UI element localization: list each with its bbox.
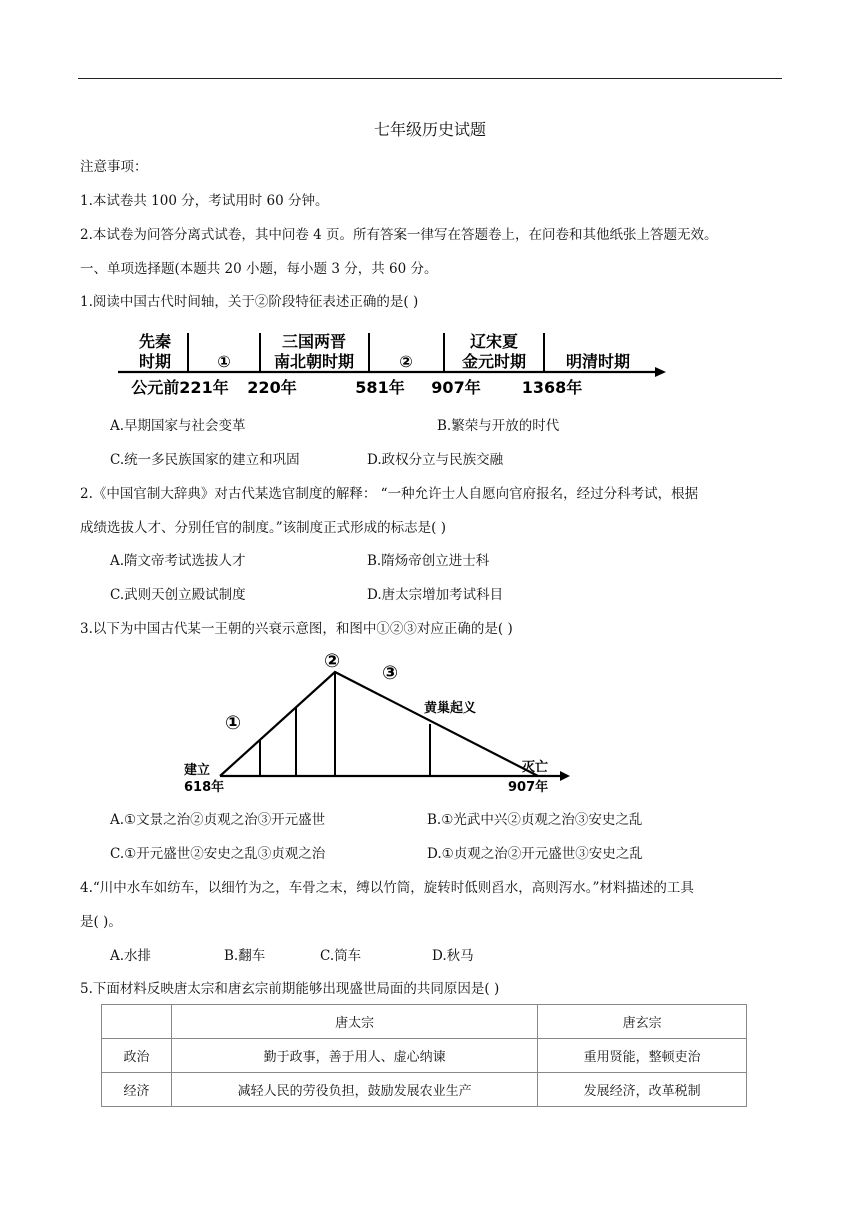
q3-option-d: D.①贞观之治②开元盛世③安史之乱: [427, 846, 643, 862]
q1-option-c: C.统一多民族国家的建立和巩固: [110, 452, 300, 468]
table-cell: 重用贤能，整顿吏治: [538, 1039, 747, 1073]
notice-item-1: 1.本试卷共 100 分，考试用时 60 分钟。: [80, 193, 329, 209]
q2-option-c: C.武则天创立殿试制度: [110, 587, 246, 603]
period-label: 先秦: [138, 332, 172, 351]
q3-stem: 3.以下为中国古代某一王朝的兴衰示意图，和图中①②③对应正确的是( ): [80, 621, 513, 637]
table-header-row: [102, 1005, 747, 1039]
end-label: 灭亡: [522, 760, 549, 775]
q2-stem-line2: 成绩选拔人才、分别任官的制度。”该制度正式形成的标志是( ): [80, 520, 446, 536]
q4-stem-line2: 是( )。: [80, 914, 122, 930]
timeline-arrowhead: [655, 367, 666, 377]
table-cell: 政治: [102, 1039, 172, 1073]
section-heading: 一、单项选择题(本题共 20 小题，每小题 3 分，共 60 分。: [80, 261, 438, 277]
notice-item-2: 2.本试卷为问答分离式试卷，其中问卷 4 页。所有答案一律写在答题卷上，在问卷和其他纸张上答题无效。: [80, 227, 718, 243]
period-label: 明清时期: [565, 352, 631, 371]
header-rule: [78, 78, 782, 79]
q1-timeline: [110, 325, 670, 400]
q3-option-a: A.①文景之治②贞观之治③开元盛世: [110, 812, 326, 828]
q1-stem: 1.阅读中国古代时间轴，关于②阶段特征表述正确的是( ): [80, 294, 419, 310]
table-header-cell: 唐太宗: [171, 1005, 537, 1039]
table-header-cell: 唐玄宗: [538, 1005, 747, 1039]
year-label: 907年: [431, 378, 481, 397]
q1-option-a: A.早期国家与社会变革: [110, 418, 246, 434]
table-cell: 发展经济，改革税制: [538, 1073, 747, 1107]
q4-stem-line1: 4.“川中水车如纺车，以细竹为之，车骨之末，缚以竹筒，旋转时低则舀水，高则泻水。”材料描述的工具: [80, 880, 694, 896]
mark-1: ①: [225, 712, 242, 734]
mark-2: ②: [324, 650, 341, 672]
mark-3: ③: [382, 662, 399, 684]
table-header-cell: [102, 1005, 172, 1039]
year-label: 220年: [247, 378, 297, 397]
table-cell: 经济: [102, 1073, 172, 1107]
q4-option-a: A.水排: [110, 948, 152, 964]
q4-option-b: B.翻车: [224, 948, 266, 964]
q2-option-d: D.唐太宗增加考试科目: [367, 587, 504, 603]
q2-stem-line1: 2.《中国官制大辞典》对古代某选官制度的解释： “一种允许士人自愿向官府报名，经过分科考试，根据: [80, 486, 699, 502]
period-label: 辽宋夏: [469, 332, 519, 351]
q3-dynasty-diagram: [180, 645, 580, 795]
q1-option-b: B.繁荣与开放的时代: [437, 418, 560, 434]
q3-option-c: C.①开元盛世②安史之乱③贞观之治: [110, 846, 326, 862]
notice-heading: 注意事项：: [80, 159, 148, 175]
q2-option-a: A.隋文帝考试选拔人才: [110, 553, 246, 569]
page-title: 七年级历史试题: [373, 120, 486, 139]
start-label: 建立: [184, 763, 211, 778]
q2-option-b: B.隋炀帝创立进士科: [367, 553, 490, 569]
event-label: 黄巢起义: [424, 701, 477, 716]
table-cell: 勤于政事，善于用人、虚心纳谏: [171, 1039, 537, 1073]
q3-option-b: B.①光武中兴②贞观之治③安史之乱: [427, 812, 643, 828]
table-row: [102, 1039, 747, 1073]
end-year: 907年: [508, 780, 549, 795]
period-label: 三国两晋: [281, 332, 347, 351]
diagram-arrowhead: [560, 771, 570, 781]
start-year: 618年: [184, 780, 225, 795]
q5-comparison-table: [101, 1004, 747, 1107]
period-label: 时期: [138, 352, 172, 371]
table-cell: 减轻人民的劳役负担，鼓励发展农业生产: [171, 1073, 537, 1107]
table-row: [102, 1073, 747, 1107]
period-label: ①: [217, 352, 231, 371]
rise-fall-line: [220, 672, 538, 776]
q4-option-d: D.秋马: [432, 948, 474, 964]
year-label: 公元前221年: [131, 378, 229, 397]
period-label: ②: [399, 352, 413, 371]
period-label: 金元时期: [461, 352, 527, 371]
year-label: 581年: [355, 378, 405, 397]
q1-option-d: D.政权分立与民族交融: [367, 452, 504, 468]
q4-option-c: C.筒车: [320, 948, 362, 964]
year-label: 1368年: [521, 378, 583, 397]
period-label: 南北朝时期: [273, 352, 355, 371]
q5-stem: 5.下面材料反映唐太宗和唐玄宗前期能够出现盛世局面的共同原因是( ): [80, 981, 500, 997]
